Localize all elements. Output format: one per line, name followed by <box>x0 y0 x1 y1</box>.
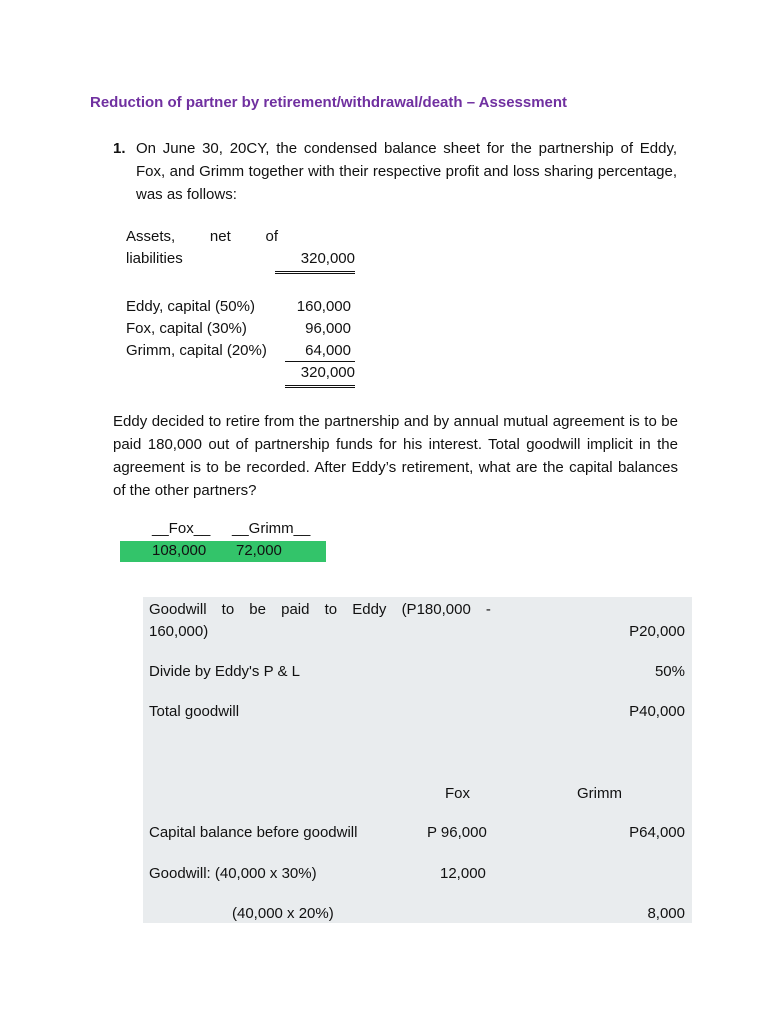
question-number: 1. <box>113 140 126 157</box>
assets-label-word3: of <box>265 228 278 245</box>
answer-header-grimm: __Grimm__ <box>232 520 311 537</box>
goodwill-grimm-value: 8,000 <box>647 905 685 922</box>
answer-value-fox: 108,000 <box>152 542 207 559</box>
answer-value-grimm: 72,000 <box>236 542 282 559</box>
assets-label-word1: Assets, <box>126 228 176 245</box>
total-goodwill-label: Total goodwill <box>149 703 240 720</box>
column-header-fox: Fox <box>445 785 471 802</box>
cap-before-fox: P 96,000 <box>427 824 487 841</box>
capital-label-eddy: Eddy, capital (50%) <box>126 298 255 315</box>
goodwill-paid-line2: 160,000) <box>149 623 209 640</box>
goodwill-paid-line1: Goodwill to be paid to Eddy (P180,000 - <box>149 601 491 618</box>
capital-value-grimm: 64,000 <box>305 342 351 359</box>
answer-highlight <box>120 541 326 562</box>
assets-value: 320,000 <box>275 248 355 274</box>
answer-header-fox: __Fox__ <box>152 520 211 537</box>
divide-value: 50% <box>654 663 685 680</box>
assets-label-word2: net <box>209 228 231 245</box>
page-title: Reduction of partner by retirement/withdrawal/death – Assessment <box>90 94 568 111</box>
goodwill-paid-value: P20,000 <box>629 623 685 640</box>
divide-label: Divide by Eddy's P & L <box>149 663 300 680</box>
goodwill-fox-value: 12,000 <box>440 865 486 882</box>
assets-label-line2: liabilities <box>126 250 183 267</box>
cap-before-label: Capital balance before goodwill <box>149 824 358 841</box>
assets-label-line1 <box>126 226 278 248</box>
capital-label-grimm: Grimm, capital (20%) <box>126 342 267 359</box>
capital-total: 320,000 <box>285 361 355 388</box>
cap-before-grimm: P64,000 <box>629 824 685 841</box>
capital-value-eddy: 160,000 <box>296 298 351 315</box>
total-goodwill-value: P40,000 <box>629 703 685 720</box>
column-header-grimm: Grimm <box>577 785 622 802</box>
capital-value-fox: 96,000 <box>305 320 351 337</box>
question-paragraph: Eddy decided to retire from the partnership and by annual mutual agreement is to be paid 180,000 out of partnership funds for his interest. Total goodwill implicit in the agreement is to be recorded. After Eddy’s retirement, what are the capital balances of the other partners? <box>113 413 678 499</box>
goodwill-grimm-label: (40,000 x 20%) <box>232 905 334 922</box>
capital-label-fox: Fox, capital (30%) <box>126 320 247 337</box>
goodwill-fox-label: Goodwill: (40,000 x 30%) <box>149 865 317 882</box>
question-text: On June 30, 20CY, the condensed balance sheet for the partnership of Eddy, Fox, and Grimm together with their respective profit and loss sharing percentage, was as follows: <box>136 140 677 203</box>
